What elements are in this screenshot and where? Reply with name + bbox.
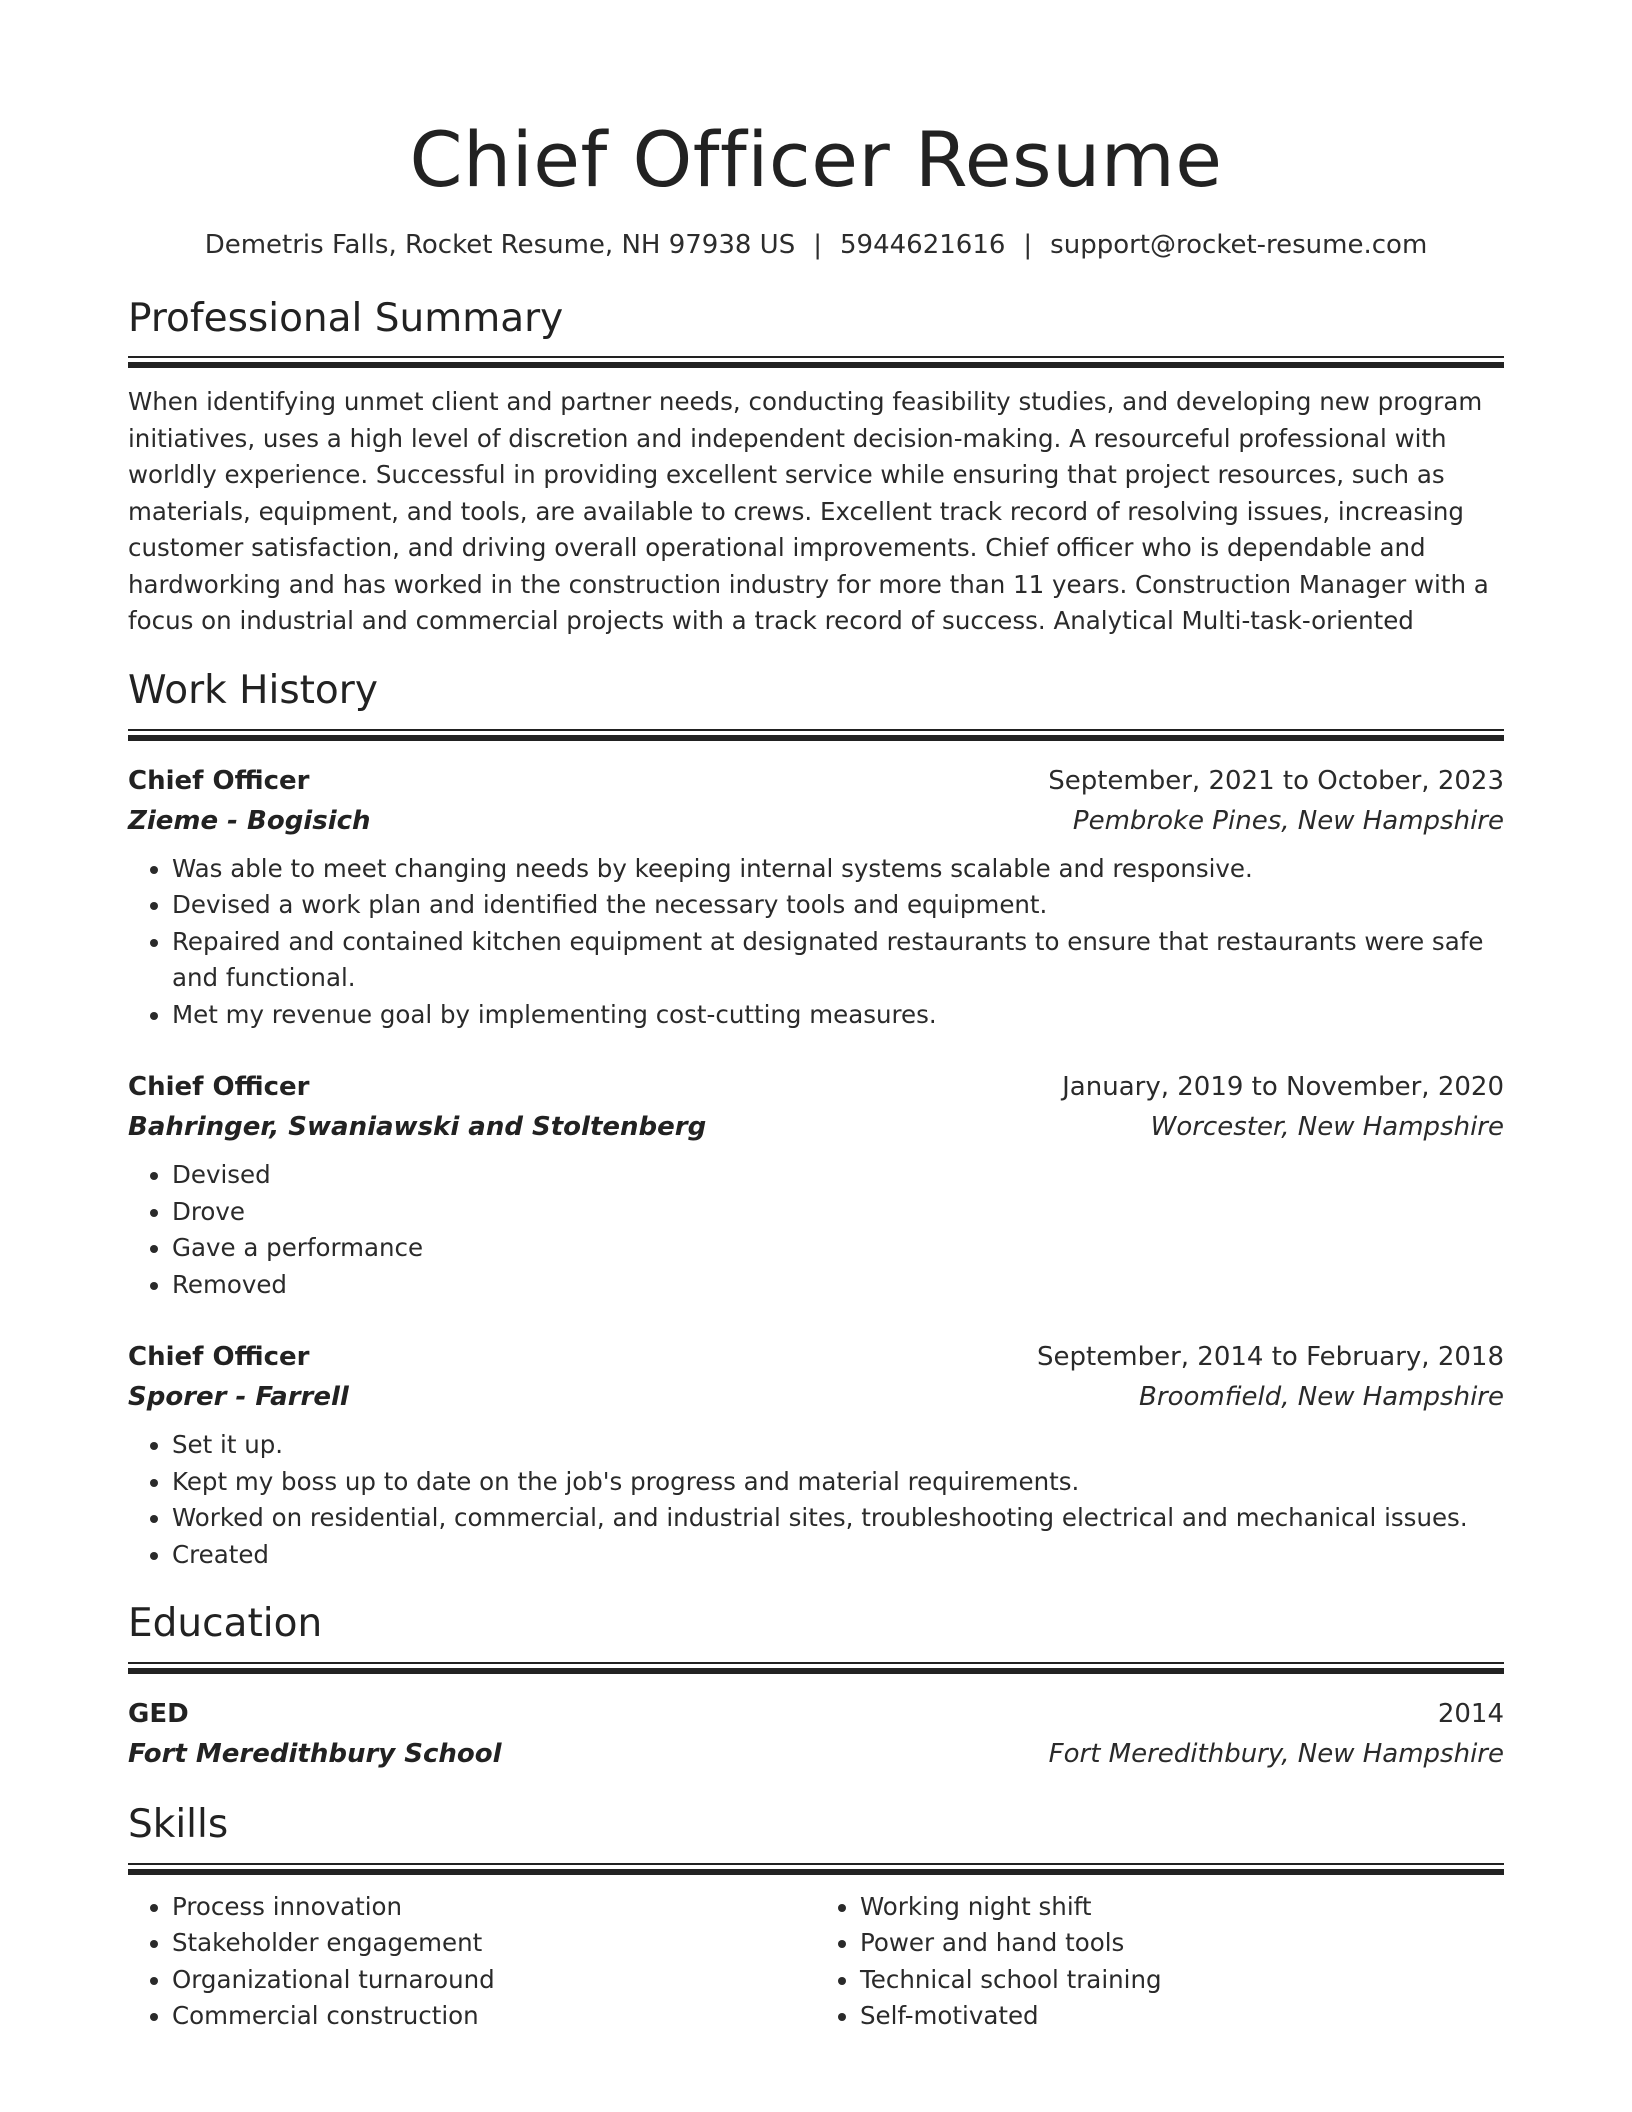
job-header-row [128,1337,1504,1377]
job-bullet: • Was able to meet changing needs by keeping internal systems scalable and responsive. [172,851,1504,888]
job-company-row [128,1377,1504,1417]
job-company: Bahringer, Swaniawski and Stoltenberg [128,1112,707,1143]
job-bullet: • Worked on residential, commercial, and industrial sites, troubleshooting electrical and mechanical issues. [172,1500,1504,1537]
education-entry [128,1694,1504,1774]
job-bullet: • Repaired and contained kitchen equipment at designated restaurants to ensure that restaurants were safe and functional. [172,924,1504,997]
job-bullet: • Devised a work plan and identified the necessary tools and equipment. [172,887,1504,924]
contact-line [128,230,1504,260]
job-entry [128,761,1504,1034]
skills-heading: Skills [128,1801,229,1847]
skill-item: • Organizational turnaround [172,1962,816,1999]
job-bullets [128,1157,1504,1303]
job-entry [128,1067,1504,1303]
job-role: Chief Officer [128,1072,310,1103]
job-bullet: • Devised [172,1157,1504,1194]
job-header-row [128,761,1504,801]
job-bullet: • Removed [172,1267,1504,1304]
section-divider [128,1662,1504,1674]
job-company: Sporer - Farrell [128,1382,349,1413]
skill-item: • Power and hand tools [860,1925,1504,1962]
skill-item: • Process innovation [172,1889,816,1926]
skills-list-left [128,1889,816,2035]
skill-item: • Stakeholder engagement [172,1925,816,1962]
job-bullets [128,1427,1504,1573]
job-bullet: • Created [172,1537,1504,1574]
education-school: Fort Meredithbury School [128,1738,502,1769]
contact-phone: 5944621616 [839,229,1006,260]
education-location: Fort Meredithbury, New Hampshire [1048,1738,1504,1769]
job-entry [128,1337,1504,1573]
skill-item: • Self-motivated [860,1998,1504,2035]
summary-section [128,296,1504,640]
job-location: Worcester, New Hampshire [1150,1112,1504,1143]
job-location: Pembroke Pines, New Hampshire [1072,805,1504,836]
job-bullet: • Set it up. [172,1427,1504,1464]
work-history-section [128,668,1504,1573]
job-bullets [128,851,1504,1034]
section-divider [128,356,1504,368]
education-year: 2014 [1437,1698,1504,1729]
contact-separator: | [1023,229,1033,260]
job-bullet: • Met my revenue goal by implementing cost-cutting measures. [172,997,1504,1034]
education-header-row [128,1694,1504,1734]
job-location: Broomfield, New Hampshire [1139,1382,1504,1413]
job-role: Chief Officer [128,1342,310,1373]
section-divider [128,1863,1504,1875]
resume-title: Chief Officer Resume [409,115,1223,204]
skills-list-right [816,1889,1504,2035]
skill-item: • Working night shift [860,1889,1504,1926]
contact-separator: | [813,229,822,260]
section-divider [128,729,1504,741]
skills-section [128,1802,1504,2035]
summary-text: When identifying unmet client and partner needs, conducting feasibility studies, and developing new program initiatives, uses a high level of discretion and independent decision-making. A resourceful professional with worldly experience. Successful in providing excellent service while ensuring that project resources, such as materials, equipment, and tools, are available to crews. Excellent track record of resolving issues, increasing customer satisfaction, and driving overall operational improvements. Chief officer who is dependable and hardworking and has worked in the construction industry for more than 11 years. Construction Manager with a focus on industrial and commercial projects with a track record of success. Analytical Multi-task-oriented [128,387,1489,636]
job-company-row [128,1107,1504,1147]
job-dates: January, 2019 to November, 2020 [1062,1072,1504,1103]
job-company-row [128,801,1504,841]
contact-address: Demetris Falls, Rocket Resume, NH 97938 US [204,229,796,260]
job-header-row [128,1067,1504,1107]
job-dates: September, 2021 to October, 2023 [1048,765,1504,796]
job-bullet: • Drove [172,1194,1504,1231]
job-dates: September, 2014 to February, 2018 [1037,1342,1504,1373]
education-degree: GED [128,1698,189,1729]
skill-item: • Commercial construction [172,1998,816,2035]
job-role: Chief Officer [128,765,310,796]
job-bullet: • Kept my boss up to date on the job's progress and material requirements. [172,1464,1504,1501]
education-heading: Education [128,1601,323,1647]
summary-heading: Professional Summary [128,295,564,341]
education-school-row [128,1734,1504,1774]
skills-columns [128,1889,1504,2035]
skill-item: • Technical school training [860,1962,1504,1999]
work-history-heading: Work History [128,667,378,713]
job-bullet: • Gave a performance [172,1230,1504,1267]
job-company: Zieme - Bogisich [128,805,371,836]
education-section [128,1601,1504,1774]
contact-email: support@rocket-resume.com [1050,229,1428,260]
